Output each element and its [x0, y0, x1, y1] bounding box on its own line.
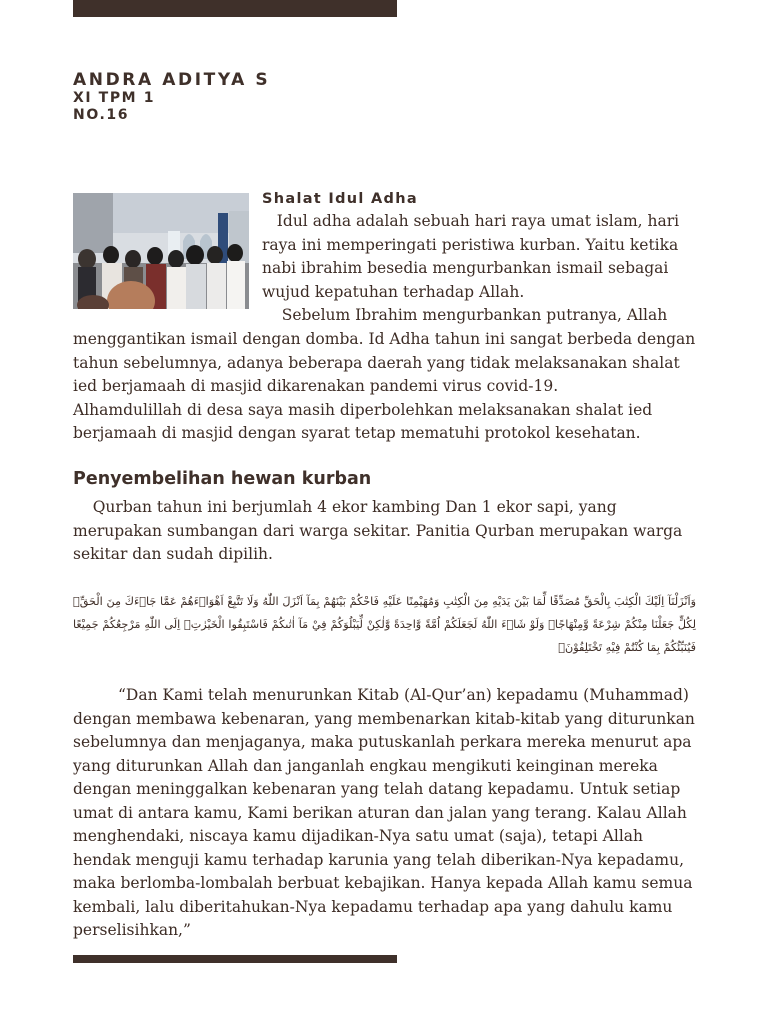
author-number: NO.16 [73, 107, 130, 123]
section-title-penyembelihan: Penyembelihan hewan kurban [73, 469, 372, 489]
quran-verse-arabic: وَاَنْزَلْنَآ اِلَيْكَ الْكِتٰبَ بِالْحَقِّ مُصَدِّقًا لِّمَا بَيْنَ يَدَيْهِ مِنَ الْكِتٰبِ وَمُهَيْمِنًا عَلَيْهِ فَاحْكُمْ بَيْنَهُمْ بِمَآ اَنْزَلَ اللّٰهُ وَلَا تَتَّبِعْ اَهْوَاۤءَهُمْ عَمَّا جَاۤءَكَ مِنَ الْحَقِّۗ لِكُلٍّ جَعَلْنَا مِنْكُمْ شِرْعَةً وَّمِنْهَاجًاۗ وَلَوْ شَاۤءَ اللّٰهُ لَجَعَلَكُمْ اُمَّةً وَّاحِدَةً وَّلٰكِنْ لِّيَبْلُوَكُمْ فِيْ مَآ اٰتٰىكُمْ فَاسْتَبِقُوا الْخَيْرٰتِۗ اِلَى اللّٰهِ مَرْجِعُكُمْ جَمِيْعًا فَيُنَبِّئُكُمْ بِمَا كُنْتُمْ فِيْهِ تَخْتَلِفُوْنَۙ [73, 595, 696, 654]
section1-paragraph-2-start [262, 304, 702, 328]
section1-intro-paragraphs [262, 210, 702, 328]
top-decorative-bar [73, 0, 397, 17]
section2-paragraph-text: Qurban tahun ini berjumlah 4 ekor kambing Dan 1 ekor sapi, yang merupakan sumbangan dari warga sekitar. Panitia Qurban merupakan warga sekitar dan sudah dipilih. [73, 498, 683, 563]
author-name: ANDRA ADITYA S [73, 70, 271, 90]
author-class: XI TPM 1 [73, 90, 156, 106]
quran-verse-translation-text: “Dan Kami telah menurunkan Kitab (Al-Qur’an) kepadamu (Muhammad) dengan membawa kebenaran, yang membenarkan kitab-kitab yang diturunkan sebelumnya dan menjaganya, maka putuskanlah perkara mereka menurut apa yang diturunkan Allah dan janganlah engkau mengikuti keinginan mereka dengan meninggalkan kebenaran yang telah datang kepadamu. Untuk setiap umat di antara kamu, Kami berikan aturan dan jalan yang terang. Kalau Allah menghendaki, niscaya kamu dijadikan-Nya satu umat (saja), tetapi Allah hendak menguji kamu terhadap karunia yang telah diberikan-Nya kepadamu, maka berlomba-lombalah berbuat kebajikan. Hanya kepada Allah kamu semua kembali, lalu diberitahukan-Nya kepadamu terhadap apa yang dahulu kamu perselisihkan,” [73, 686, 695, 939]
section1-paragraph-2-rest: menggantikan ismail dengan domba. Id Adha tahun ini sangat berbeda dengan tahun sebelumnya, adanya beberapa daerah yang tidak melaksanakan shalat ied berjamaah di masjid dikarenakan pandemi virus covid-19. [73, 330, 696, 395]
section-title-shalat-idul-adha: Shalat Idul Adha [262, 191, 418, 207]
section1-paragraph-1-text: Idul adha adalah sebuah hari raya umat islam, hari raya ini memperingati peristiwa kurban. Yaitu ketika nabi ibrahim besedia mengurbankan ismail sebagai wujud kepatuhan terhadap Allah. [262, 212, 680, 301]
section2-paragraph [73, 496, 703, 567]
bottom-decorative-bar [73, 955, 397, 963]
quran-verse-translation [73, 684, 703, 943]
section1-continued [73, 328, 703, 446]
section1-paragraph-3: Alhamdulillah di desa saya masih diperbolehkan melaksanakan shalat ied berjamaah di masjid dengan syarat tetap mematuhi protokol kesehatan. [73, 400, 653, 442]
section1-paragraph-1 [262, 210, 702, 304]
section1-paragraph-2-start-text: Sebelum Ibrahim mengurbankan putranya, Allah [281, 306, 668, 324]
eid-prayer-photo-illustration [73, 193, 249, 309]
author-block [73, 70, 270, 124]
eid-prayer-photo [73, 193, 249, 309]
